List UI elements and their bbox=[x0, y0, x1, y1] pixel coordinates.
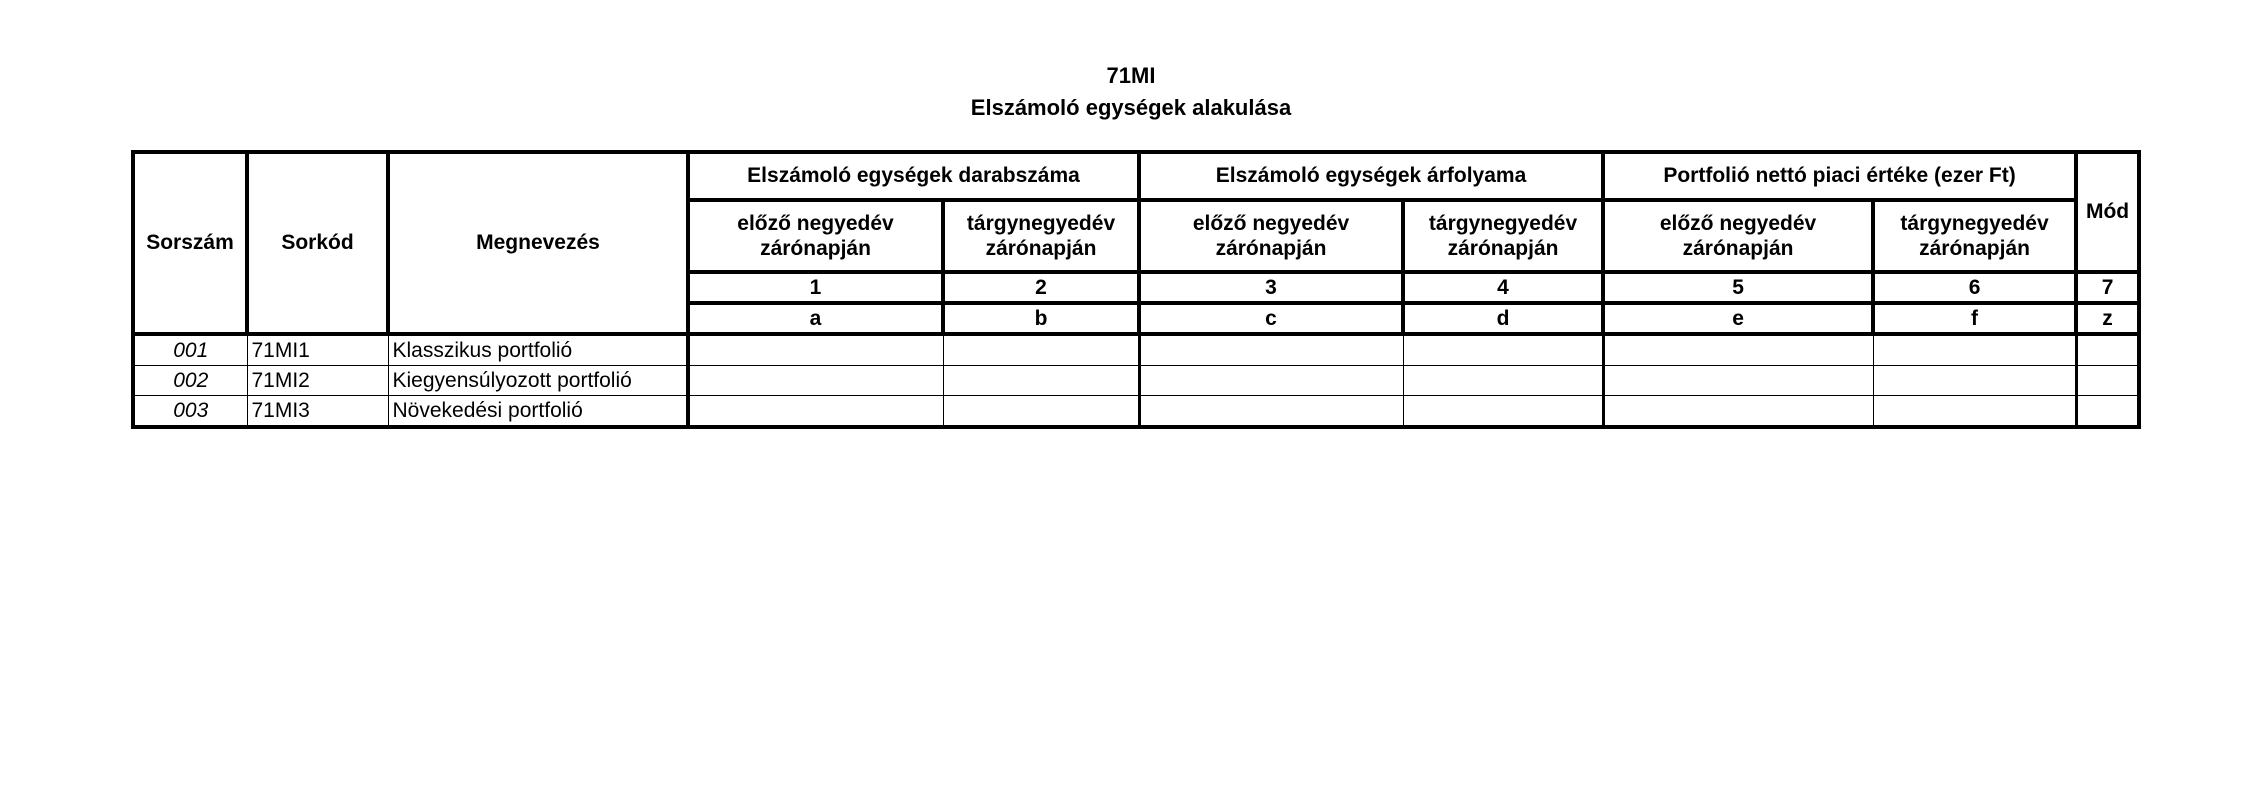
data-cell[interactable] bbox=[1403, 396, 1603, 428]
data-cell[interactable] bbox=[1139, 334, 1403, 366]
row-sorkod: 71MI2 bbox=[247, 366, 388, 396]
table-row bbox=[133, 396, 2139, 428]
header-sub-curr-b: tárgynegyedév zárónapján bbox=[943, 200, 1139, 272]
data-cell[interactable] bbox=[2076, 396, 2139, 428]
col-number: 1 bbox=[688, 272, 943, 303]
form-subtitle: Elszámoló egységek alakulása bbox=[970, 95, 1292, 120]
header-sub-prev-a: előző negyedév zárónapján bbox=[688, 200, 943, 272]
data-cell[interactable] bbox=[1139, 366, 1403, 396]
data-table bbox=[131, 150, 2141, 429]
data-cell[interactable] bbox=[943, 334, 1139, 366]
data-cell[interactable] bbox=[2076, 334, 2139, 366]
table-row bbox=[133, 334, 2139, 366]
header-sorkod: Sorkód bbox=[247, 152, 388, 334]
data-cell[interactable] bbox=[688, 366, 943, 396]
header-mod: Mód bbox=[2076, 152, 2139, 272]
data-cell[interactable] bbox=[1873, 366, 2076, 396]
data-cell[interactable] bbox=[1403, 334, 1603, 366]
row-megnevezes: Növekedési portfolió bbox=[388, 396, 688, 428]
col-letter: a bbox=[688, 303, 943, 334]
row-megnevezes: Klasszikus portfolió bbox=[388, 334, 688, 366]
col-letter: e bbox=[1603, 303, 1873, 334]
col-number: 2 bbox=[943, 272, 1139, 303]
header-sub-curr-f: tárgynegyedév zárónapján bbox=[1873, 200, 2076, 272]
header-group-portfolio: Portfolió nettó piaci értéke (ezer Ft) bbox=[1603, 152, 2076, 200]
col-letter: f bbox=[1873, 303, 2076, 334]
col-number: 5 bbox=[1603, 272, 1873, 303]
col-letter: b bbox=[943, 303, 1139, 334]
data-cell[interactable] bbox=[1603, 334, 1873, 366]
data-cell[interactable] bbox=[2076, 366, 2139, 396]
data-cell[interactable] bbox=[1603, 366, 1873, 396]
data-cell[interactable] bbox=[1603, 396, 1873, 428]
row-sorkod: 71MI3 bbox=[247, 396, 388, 428]
header-group-darabszam: Elszámoló egységek darabszáma bbox=[688, 152, 1139, 200]
col-number: 3 bbox=[1139, 272, 1403, 303]
col-letter: z bbox=[2076, 303, 2139, 334]
header-sub-curr-d: tárgynegyedév zárónapján bbox=[1403, 200, 1603, 272]
col-letter: c bbox=[1139, 303, 1403, 334]
data-cell[interactable] bbox=[688, 396, 943, 428]
data-cell[interactable] bbox=[688, 334, 943, 366]
header-sub-prev-c: előző negyedév zárónapján bbox=[1139, 200, 1403, 272]
data-cell[interactable] bbox=[943, 366, 1139, 396]
row-sorszam: 002 bbox=[133, 366, 247, 396]
row-sorkod: 71MI1 bbox=[247, 334, 388, 366]
data-cell[interactable] bbox=[1873, 334, 2076, 366]
header-megnevezes: Megnevezés bbox=[388, 152, 688, 334]
col-number: 4 bbox=[1403, 272, 1603, 303]
header-sub-prev-e: előző negyedév zárónapján bbox=[1603, 200, 1873, 272]
table-row bbox=[133, 366, 2139, 396]
row-megnevezes: Kiegyensúlyozott portfolió bbox=[388, 366, 688, 396]
form-code-title: 71MI bbox=[1106, 63, 1156, 88]
data-cell[interactable] bbox=[1873, 396, 2076, 428]
data-cell[interactable] bbox=[943, 396, 1139, 428]
col-number: 6 bbox=[1873, 272, 2076, 303]
header-sorszam: Sorszám bbox=[133, 152, 247, 334]
data-cell[interactable] bbox=[1403, 366, 1603, 396]
header-group-arfolyam: Elszámoló egységek árfolyama bbox=[1139, 152, 1603, 200]
row-sorszam: 003 bbox=[133, 396, 247, 428]
col-number: 7 bbox=[2076, 272, 2139, 303]
col-letter: d bbox=[1403, 303, 1603, 334]
row-sorszam: 001 bbox=[133, 334, 247, 366]
data-cell[interactable] bbox=[1139, 396, 1403, 428]
